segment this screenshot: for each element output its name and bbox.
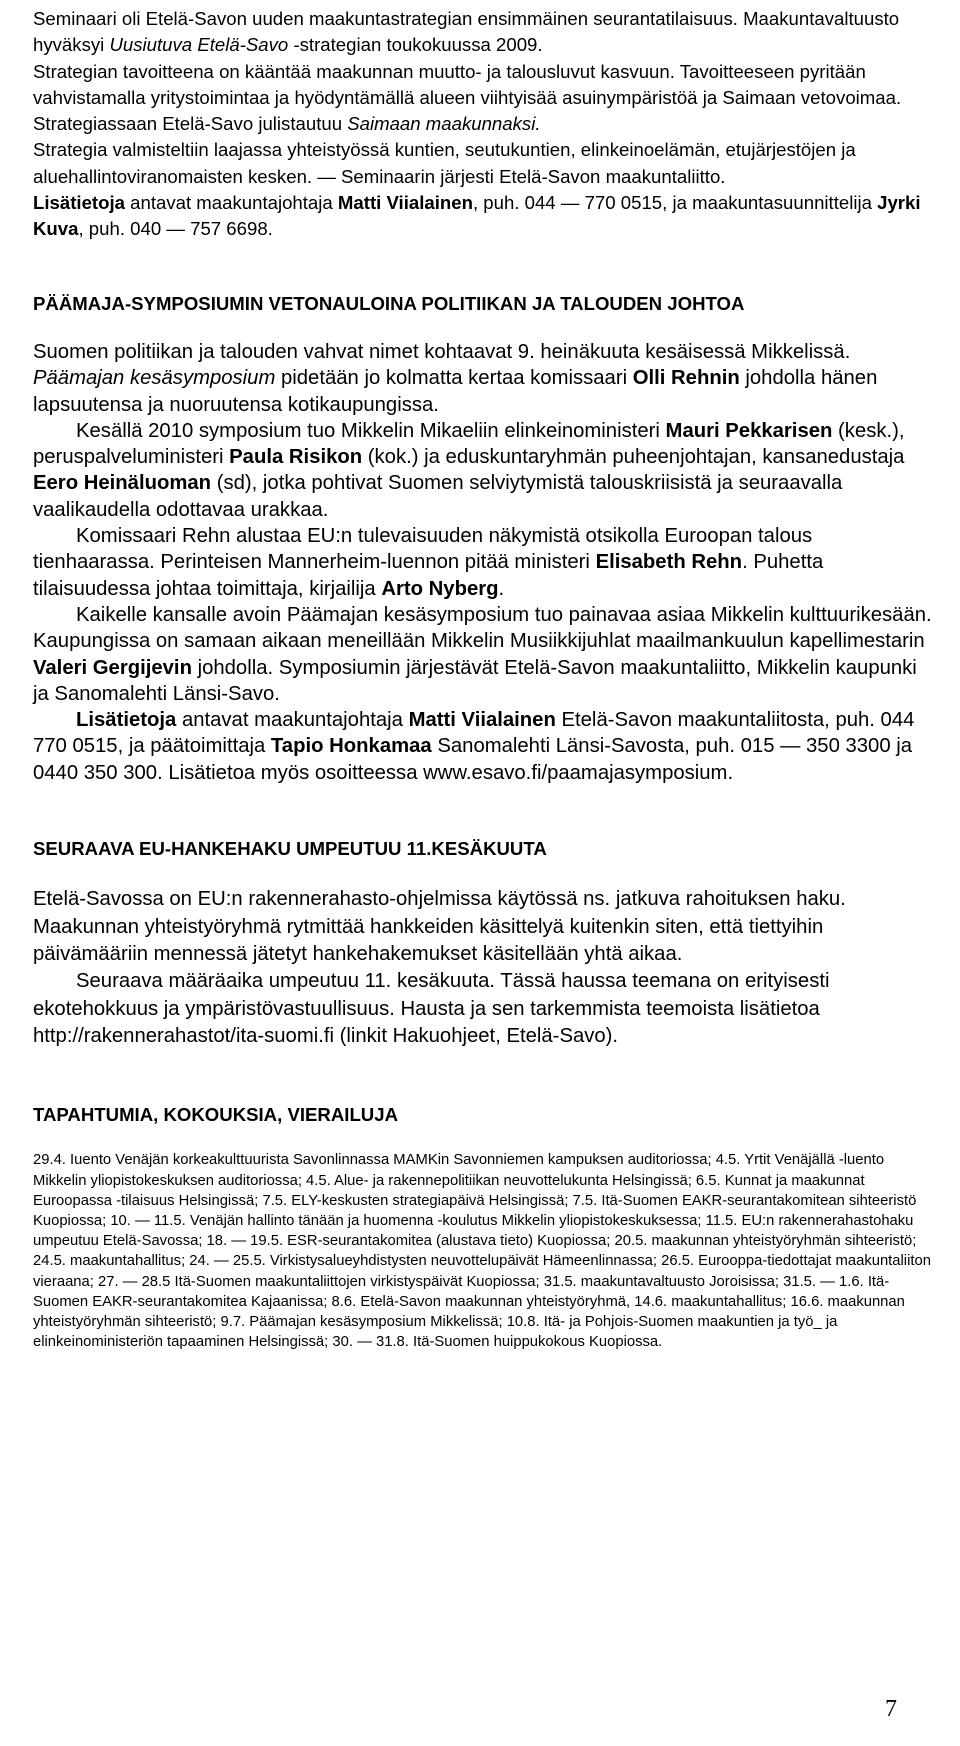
events-list: 29.4. Iuento Venäjän korkeakulttuurista Savonlinnassa MAMKin Savonniemen kampuksen auditoriossa; 4.5. Yrtit Venäjällä -luento Mikkelin yliopistokeskuksen auditoriossa; 4.5. Alue- ja rakennepolitiikan neuvottelukunta Helsingissä; 6.5. Kunnat ja maakunnat Euroopassa -tilaisuus Helsingissä; 7.5. ELY-keskusten strategiapäivä Helsingissä; 7.5. Itä-Suomen EAKR-seurantakomitean sihteeristö Kuopiossa; 10. — 11.5. Venäjän hallinto tänään ja huomenna -koulutus Mikkelin yliopistokeskuksessa; 11.5. EU:n rakennerahastohaku umpeutuu Etelä-Savossa; 18. — 19.5. ESR-seurantakomitea (alustava tieto) Kuopiossa; 20.5. maakunnan yhteistyöryhmän sihteeristö; 24.5. maakuntahallitus; 24. — 25.5. Virkistysalueyhdistysten neuvottelupäivät Hämeenlinnassa; 26.5. Eurooppa-tiedottajat maakuntaliiton vieraana; 27. — 28.5 Itä-Suomen maakuntaliittojen virkistyspäivät Kuopiossa; 31.5. maakuntavaltuusto Joroisissa; 31.5. — 1.6. Itä-Suomen EAKR-seurantakomitea Kajaanissa; 8.6. Etelä-Savon maakunnan yhteistyöryhmä, 14.6. maakuntahallitus; 16.6. maakunnan yhteistyöryhmän sihteeristö; 9.7. Päämajan kesäsymposium Mikkelissä; 10.8. Itä- ja Pohjois-Suomen maakuntien ja työ_ ja elinkeinoministeriön tapaaminen Helsingissä; 30. — 31.8. Itä-Suomen huippukokous Kuopiossa.: [33, 1152, 931, 1351]
person-name: Matti Viialainen: [408, 709, 556, 732]
page-number: 7: [885, 1696, 897, 1722]
text: (kesk.), peruspalveluministeri: [33, 419, 905, 469]
article-eu-funding-paragraph-2: Seuraava määräaika umpeutuu 11. kesäkuuta. Tässä haussa teemana on erityisesti ekotehokkuus ja ympäristövastuullisuus. Hausta ja sen tarkemmista teemoista lisätietoa http://rakennerahastot/ita-suomi.fi (linkit Hakuohjeet, Etelä-Savo).: [33, 970, 830, 1047]
person-name: Eero Heinäluoman: [33, 472, 212, 495]
person-name: Valeri Gergijevin: [33, 656, 192, 679]
text: Etelä-Savon maakuntaliitosta, puh. 044 770 0515, ja päätoimittaja: [33, 709, 915, 758]
article-heading-symposium: PÄÄMAJA-SYMPOSIUMIN VETONAULOINA POLITIIKAN JA TALOUDEN JOHTOA: [33, 292, 745, 314]
article-heading-eu-funding: SEURAAVA EU-HANKEHAKU UMPEUTUU 11.KESÄKUUTA: [33, 838, 547, 860]
newsletter-page: [33, 0, 933, 1352]
text: . Puhetta tilaisuudessa johtaa toimittaja, kirjailija: [33, 551, 824, 600]
intro-text: Seminaari oli Etelä-Savon uuden maakuntastrategian ensimmäinen seurantatilaisuus. Maakuntavaltuusto hyväksyi: [33, 8, 900, 56]
text: johdolla. Symposiumin järjestävät Etelä-Savon maakuntaliitto, Mikkelin kaupunki ja Sanomalehti Länsi-Savo.: [33, 656, 917, 705]
person-name: Paula Risikon: [229, 446, 363, 469]
person-name: Tapio Honkamaa: [270, 735, 432, 758]
intro-contact-info: [33, 190, 933, 243]
intro-emphasis: Saimaan maakunnaksi.: [347, 113, 541, 135]
person-name: Olli Rehnin: [632, 367, 740, 390]
article-symposium-paragraph-4: [33, 602, 933, 707]
text: (kok.) ja eduskuntaryhmän puheenjohtajan, kansanedustaja: [362, 446, 905, 469]
contact-text: antavat maakuntajohtaja: [124, 192, 338, 214]
intro-paragraph-2: Strategian tavoitteena on kääntää maakunnan muutto- ja talousluvut kasvuun. Tavoitteeseen pyritään vahvistamalla yritystoimintaa ja hyödyntämällä alueen viihtyisää asuinympäristöä ja Saimaan vetovoimaa.: [33, 60, 902, 108]
person-name: Arto Nyberg: [381, 577, 499, 600]
person-name: Elisabeth Rehn: [595, 551, 743, 574]
contact-person: Matti Viialainen: [337, 192, 473, 214]
intro-paragraph-1: [33, 6, 933, 59]
contact-person: Jyrki Kuva: [33, 192, 921, 240]
article-symposium-paragraph-2: [33, 418, 933, 523]
contact-text: , puh. 044 — 770 0515, ja maakuntasuunnittelija: [472, 192, 878, 214]
events-heading: TAPAHTUMIA, KOKOUKSIA, VIERAILUJA: [33, 1104, 398, 1126]
article-eu-funding-paragraph-1: Etelä-Savossa on EU:n rakennerahasto-ohjelmissa käytössä ns. jatkuva rahoituksen haku. Maakunnan yhteistyöryhmä rytmittää hankkeiden käsittelyä kuitenkin siten, että tiettyihin päivämääriin mennessä jätetyt hankehakemukset käsitellään yhtä aikaa.: [33, 888, 846, 965]
text: .: [498, 577, 505, 600]
article-symposium-contact-info: [33, 707, 933, 786]
contact-label: Lisätietoja: [76, 709, 177, 732]
text: johdolla hänen lapsuutensa ja nuoruutensa kotikaupungissa.: [33, 367, 878, 416]
text: antavat maakuntajohtaja: [176, 709, 409, 732]
intro-text: -strategian toukokuussa 2009.: [288, 34, 543, 56]
strategy-name: Uusiutuva Etelä-Savo: [109, 34, 289, 56]
text: Kaikelle kansalle avoin Päämajan kesäsymposium tuo painavaa asiaa Mikkelin kulttuurikesään. Kaupungissa on samaan aikaan meneillään Mikkelin Musiikkijuhlat maailmankuulun kapellimestarin: [33, 603, 932, 653]
article-symposium-paragraph-3: [33, 523, 933, 602]
text: Sanomalehti Länsi-Savosta, puh. 015 — 350 3300 ja 0440 350 300. Lisätietoa myös osoitteessa www.esavo.fi/paamajasymposium.: [33, 735, 913, 784]
intro-text: Strategiassaan Etelä-Savo julistautuu: [33, 113, 348, 135]
person-name: Mauri Pekkarisen: [665, 419, 833, 442]
event-name: Päämajan kesäsymposium: [33, 367, 276, 390]
text: pidetään jo kolmatta kertaa komissaari: [275, 367, 633, 390]
text: Kesällä 2010 symposium tuo Mikkelin Mikaeliin elinkeinoministeri: [76, 419, 666, 442]
contact-text: , puh. 040 — 757 6698.: [78, 218, 273, 240]
contact-label: Lisätietoja: [33, 192, 125, 214]
article-symposium-paragraph-1: [33, 339, 933, 418]
intro-paragraph-4: Strategia valmisteltiin laajassa yhteistyössä kuntien, seutukuntien, elinkeinoelämän, etujärjestöjen ja aluehallintoviranomaisten kesken. — Seminaarin järjesti Etelä-Savon maakuntaliitto.: [33, 139, 856, 187]
intro-paragraph-3: [33, 111, 933, 137]
text: (sd), jotka pohtivat Suomen selviytymistä talouskriisistä ja seuraavalla vaalikaudella odottavaa urakkaa.: [33, 472, 843, 521]
text: Komissaari Rehn alustaa EU:n tulevaisuuden näkymistä otsikolla Euroopan talous tienhaarassa. Perinteisen Mannerheim-luennon pitää ministeri: [33, 525, 813, 574]
text: Suomen politiikan ja talouden vahvat nimet kohtaavat 9. heinäkuuta kesäisessä Mikkelissä.: [33, 340, 851, 363]
